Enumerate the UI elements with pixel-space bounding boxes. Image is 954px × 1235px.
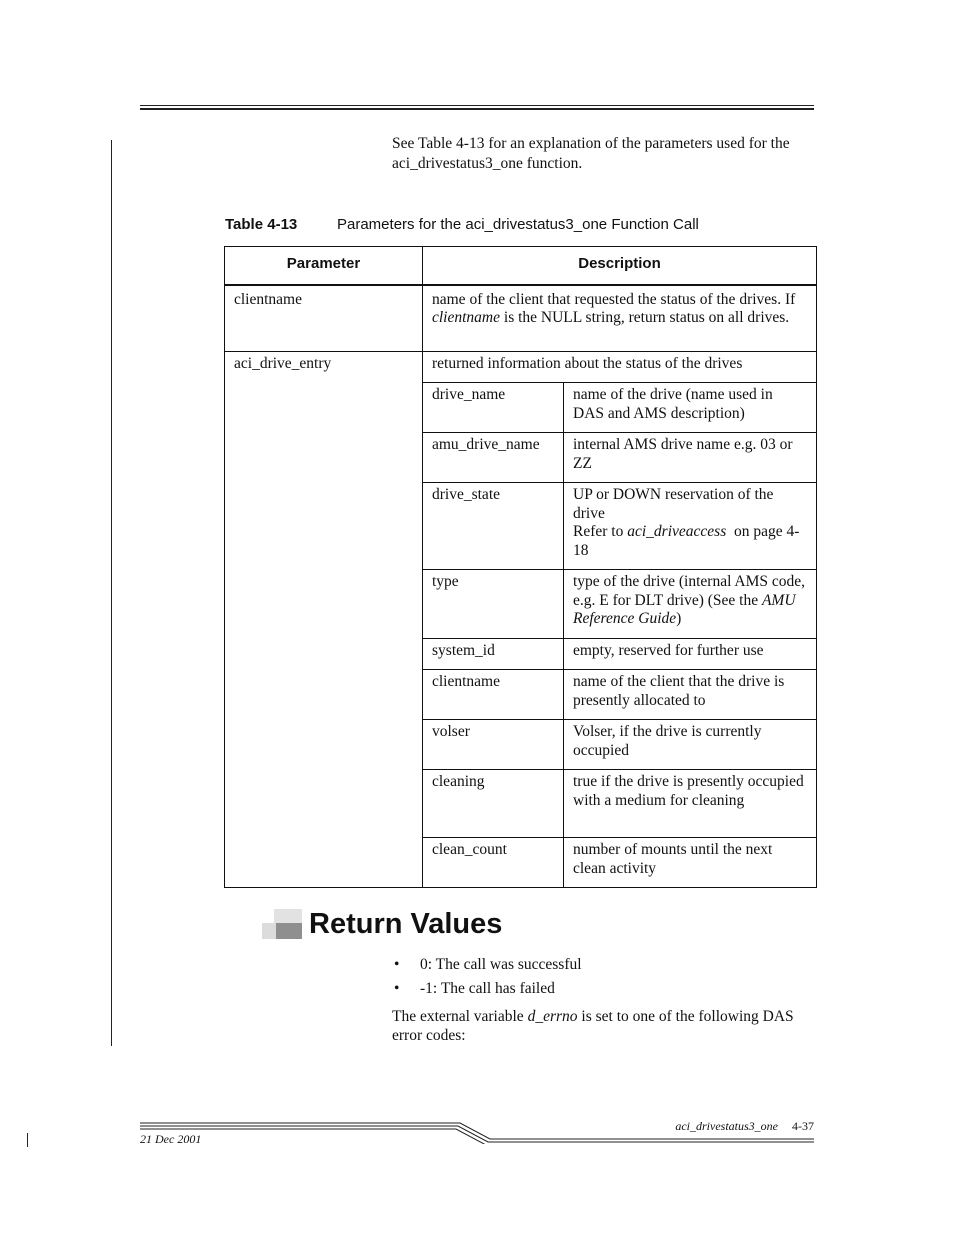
header-description: Description	[423, 247, 817, 285]
table-row	[225, 352, 817, 383]
desc-emphasis: aci_driveaccess	[627, 523, 727, 540]
desc-cell: returned information about the status of the drives	[423, 352, 817, 383]
field-name-cell: clientname	[423, 670, 564, 720]
field-desc-cell	[564, 483, 817, 570]
list-item	[392, 955, 582, 979]
desc-text: is the NULL string, return status on all drives.	[500, 309, 790, 326]
desc-cell	[423, 285, 817, 352]
desc-text: on page 4-18	[573, 523, 800, 559]
list-item-text: 0: The call was successful	[420, 956, 582, 973]
field-desc-cell: true if the drive is presently occupied with a medium for cleaning	[564, 770, 817, 838]
bullet-glyph: •	[394, 980, 400, 997]
header-rule-bottom	[140, 108, 814, 110]
table-caption-title: Parameters for the aci_drivestatus3_one Function Call	[337, 216, 699, 233]
footer-running-head	[600, 1119, 814, 1134]
intro-paragraph: See Table 4-13 for an explanation of the parameters used for the aci_drivestatus3_one function.	[392, 135, 790, 172]
parameters-table	[224, 246, 817, 888]
field-desc-cell: empty, reserved for further use	[564, 639, 817, 670]
errno-text: The external variable	[392, 1008, 528, 1025]
desc-text: type of the drive (internal AMS code, e.g. E for DLT drive) (See the	[573, 573, 806, 609]
field-desc-cell: name of the drive (name used in DAS and AMS description)	[564, 383, 817, 433]
desc-text: UP or DOWN reservation of the drive	[573, 486, 774, 522]
errno-paragraph	[392, 1007, 818, 1045]
footer-date: 21 Dec 2001	[140, 1132, 202, 1146]
section-heading: Return Values	[309, 908, 503, 940]
field-name-cell: drive_name	[423, 383, 564, 433]
field-name-cell: cleaning	[423, 770, 564, 838]
desc-emphasis: AMU Reference Guide	[573, 591, 796, 627]
param-cell: clientname	[225, 285, 423, 352]
field-desc-cell: name of the client that the drive is presently allocated to	[564, 670, 817, 720]
field-desc-cell	[564, 570, 817, 639]
field-name-cell: clean_count	[423, 838, 564, 888]
field-name-cell: volser	[423, 720, 564, 770]
field-name-cell: amu_drive_name	[423, 433, 564, 483]
table-header-row	[225, 247, 817, 285]
return-values-list	[392, 955, 582, 1003]
change-bar	[111, 140, 112, 1046]
footer-page-number: 4-37	[792, 1119, 814, 1133]
field-desc-cell: Volser, if the drive is currently occupied	[564, 720, 817, 770]
footer-change-bar	[27, 1133, 28, 1147]
field-name-cell: system_id	[423, 639, 564, 670]
table-caption	[225, 216, 699, 233]
errno-variable: d_errno	[527, 1008, 578, 1025]
field-name-cell: drive_state	[423, 483, 564, 570]
desc-text: Refer to	[573, 523, 628, 540]
table-caption-number: Table 4-13	[225, 216, 298, 233]
table-row	[225, 285, 817, 352]
field-desc-cell: internal AMS drive name e.g. 03 or ZZ	[564, 433, 817, 483]
field-desc-cell: number of mounts until the next clean activity	[564, 838, 817, 888]
field-name-cell: type	[423, 570, 564, 639]
param-cell: aci_drive_entry	[225, 352, 423, 888]
desc-text: name of the client that requested the status of the drives. If	[432, 290, 796, 308]
bullet-glyph: •	[394, 956, 400, 973]
errno-text: is set to one of the following DAS error codes:	[392, 1008, 794, 1044]
list-item	[392, 979, 582, 1003]
footer-function: aci_drivestatus3_one	[675, 1119, 778, 1133]
header-rule-top	[140, 105, 814, 106]
header-parameter: Parameter	[225, 247, 423, 285]
desc-emphasis: clientname	[432, 309, 501, 326]
section-heading-icon	[262, 909, 304, 941]
desc-text: )	[676, 610, 682, 627]
list-item-text: -1: The call has failed	[420, 980, 555, 997]
